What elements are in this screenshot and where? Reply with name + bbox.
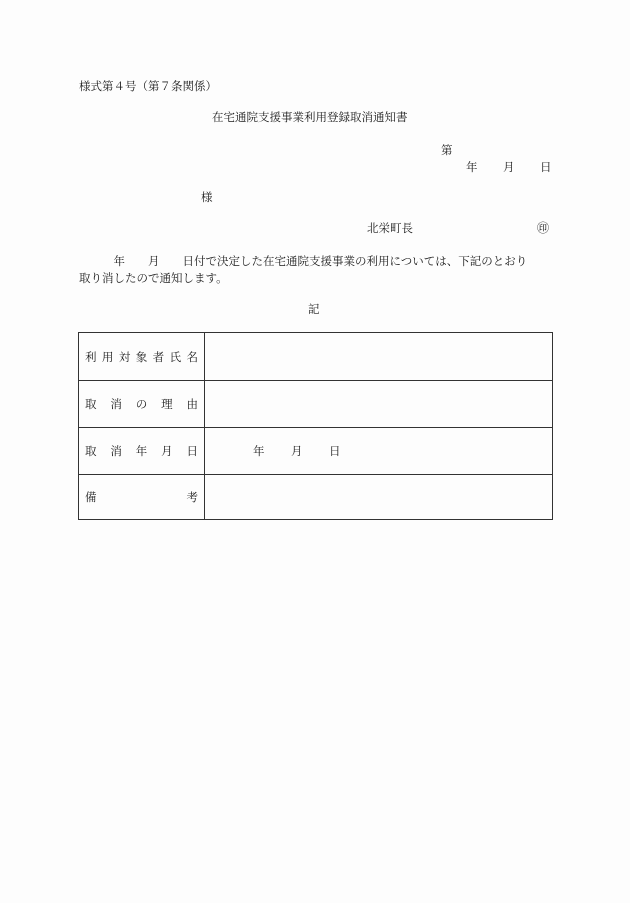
label-user-name: 利用対象者氏名 (85, 349, 198, 364)
cancel-date-field[interactable] (205, 428, 553, 475)
row-label (79, 428, 205, 475)
document-number-prefix: 第 (441, 143, 453, 157)
issue-date (466, 162, 552, 174)
issue-date-day: 日 (540, 160, 552, 174)
table-row (79, 381, 553, 428)
issue-date-year: 年 (466, 160, 478, 174)
form-number: 様式第４号（第７条関係） (79, 79, 217, 93)
label-reason: 取消の理由 (85, 397, 198, 411)
table-row (79, 333, 553, 381)
row-label (79, 475, 205, 520)
row-label (79, 381, 205, 428)
body-line-2: 取り消したので通知します。 (79, 271, 228, 285)
seal-mark: ㊞ (537, 221, 550, 235)
reason-field[interactable] (205, 381, 553, 428)
cancel-date-day: 日 (329, 444, 341, 458)
details-table (78, 332, 553, 520)
issue-date-month: 月 (503, 160, 515, 174)
label-cancel-date: 取消年月日 (85, 444, 198, 458)
ki-heading: 記 (308, 302, 320, 316)
label-remarks: 備考 (85, 490, 198, 504)
body-text (79, 253, 553, 287)
table-row (79, 428, 553, 475)
remarks-field[interactable] (205, 475, 553, 520)
cancel-date-month: 月 (291, 444, 303, 458)
row-label (79, 333, 205, 381)
user-name-field[interactable] (205, 333, 553, 381)
issuer-name: 北栄町長 (367, 221, 413, 235)
body-line-1: 年 月 日付で決定した在宅通院支援事業の利用については、下記のとおり (79, 254, 528, 268)
cancel-date-year: 年 (253, 444, 265, 458)
table-row (79, 475, 553, 520)
document-title: 在宅通院支援事業利用登録取消通知書 (212, 110, 408, 124)
addressee-suffix: 様 (201, 190, 213, 204)
